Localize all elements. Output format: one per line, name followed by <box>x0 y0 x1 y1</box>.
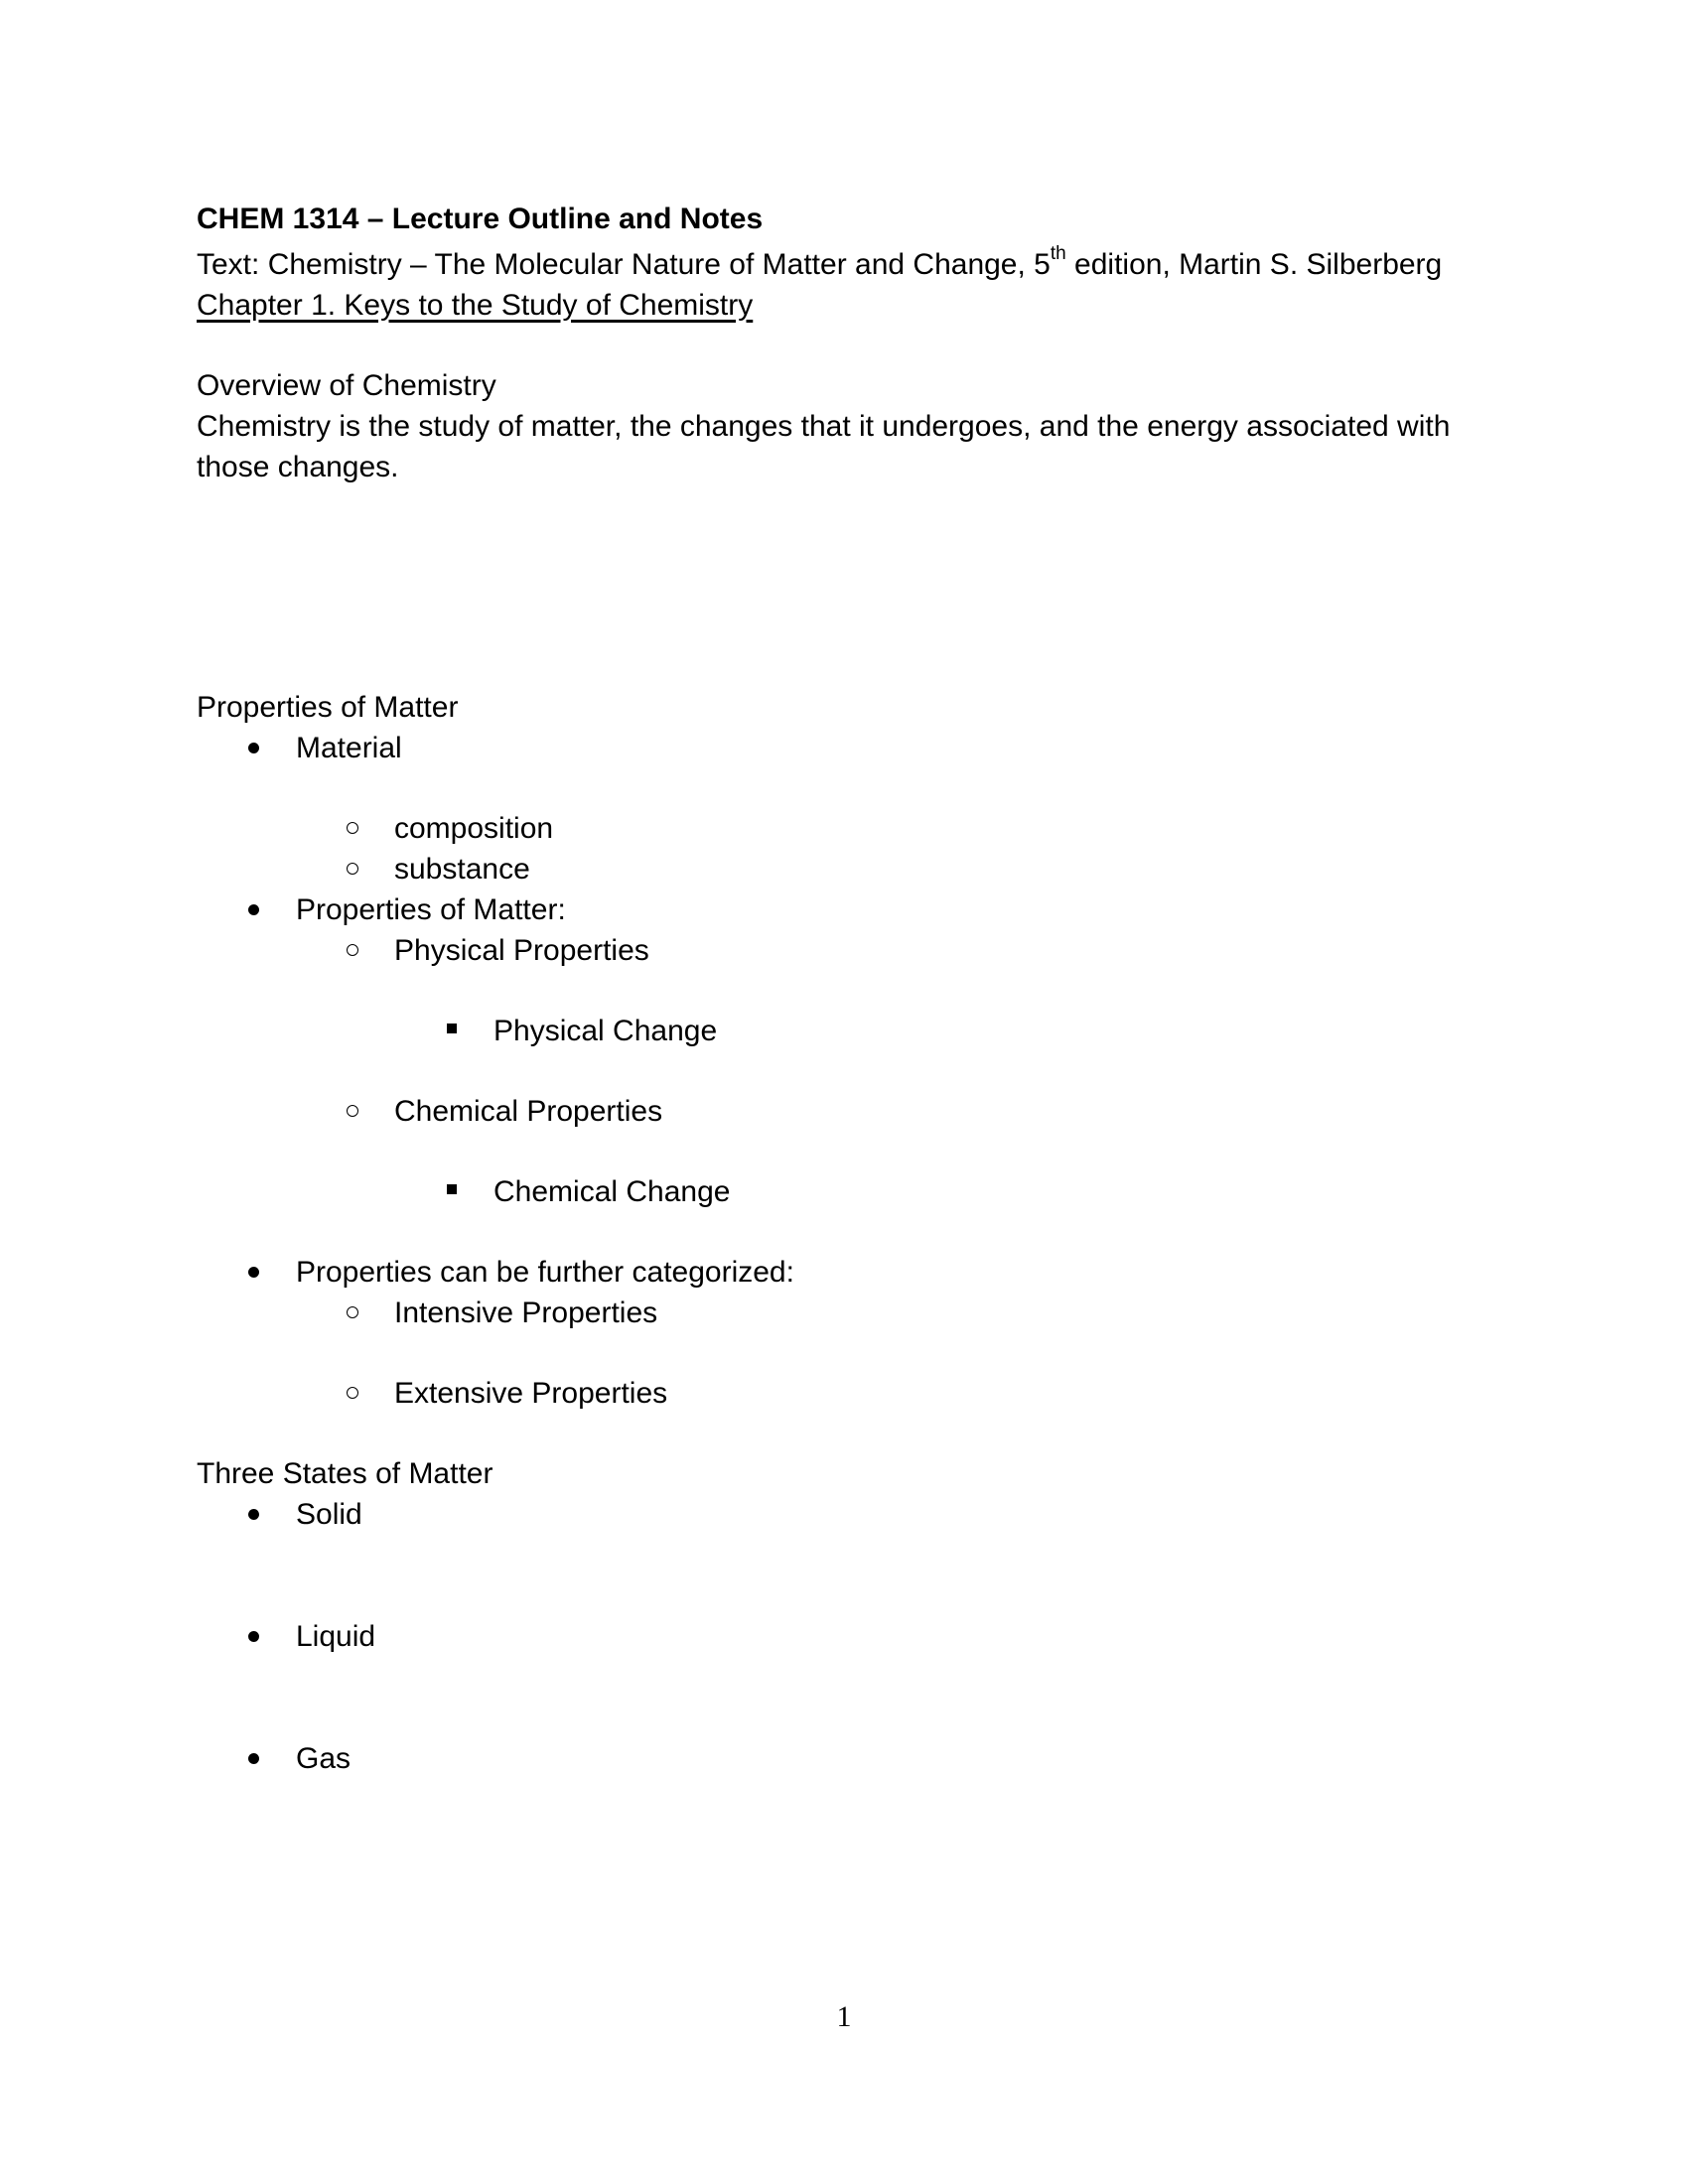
bullet-ring-icon <box>338 1092 367 1132</box>
textbook-line <box>197 245 1442 285</box>
bullet-dot-icon <box>238 1495 268 1535</box>
textbook-author: edition, Martin S. Silberberg <box>1065 248 1443 281</box>
bullet-dot-icon <box>238 729 268 768</box>
bullet-square-icon <box>437 1172 467 1212</box>
list-item-physical-properties: Physical Properties <box>394 934 649 967</box>
list-item-solid: Solid <box>296 1498 362 1531</box>
overview-definition-line-1: Chemistry is the study of matter, the changes that it undergoes, and the energy associated with <box>197 410 1451 443</box>
bullet-ring-icon <box>338 850 367 889</box>
list-item-chemical-properties: Chemical Properties <box>394 1095 663 1128</box>
list-item-composition: composition <box>394 812 554 845</box>
list-item-properties-of-matter: Properties of Matter: <box>296 893 566 926</box>
list-item-material: Material <box>296 732 402 764</box>
states-heading: Three States of Matter <box>197 1457 493 1490</box>
overview-heading: Overview of Chemistry <box>197 369 496 402</box>
list-item-gas: Gas <box>296 1742 352 1775</box>
bullet-dot-icon <box>238 1617 268 1657</box>
list-item-extensive-properties: Extensive Properties <box>394 1377 668 1410</box>
bullet-dot-icon <box>238 1739 268 1779</box>
textbook-text: Text: Chemistry – The Molecular Nature of Matter and Change, 5 <box>197 248 1051 281</box>
list-item-liquid: Liquid <box>296 1620 376 1653</box>
bullet-ring-icon <box>338 1374 367 1414</box>
list-item-further-categorized: Properties can be further categorized: <box>296 1256 794 1289</box>
bullet-square-icon <box>437 1012 467 1051</box>
list-item-intensive-properties: Intensive Properties <box>394 1297 658 1329</box>
page-number: 1 <box>836 2000 852 2033</box>
overview-definition-line-2: those changes. <box>197 451 399 483</box>
bullet-dot-icon <box>238 1253 268 1293</box>
bullet-ring-icon <box>338 931 367 971</box>
properties-heading: Properties of Matter <box>197 691 459 724</box>
edition-superscript: th <box>1050 243 1066 264</box>
bullet-ring-icon <box>338 809 367 849</box>
bullet-ring-icon <box>338 1294 367 1333</box>
chapter-title: Chapter 1. Keys to the Study of Chemistry <box>197 289 754 322</box>
list-item-physical-change: Physical Change <box>493 1015 718 1047</box>
bullet-dot-icon <box>238 890 268 930</box>
list-item-chemical-change: Chemical Change <box>493 1175 731 1208</box>
list-item-substance: substance <box>394 853 530 886</box>
course-title: CHEM 1314 – Lecture Outline and Notes <box>197 203 764 235</box>
